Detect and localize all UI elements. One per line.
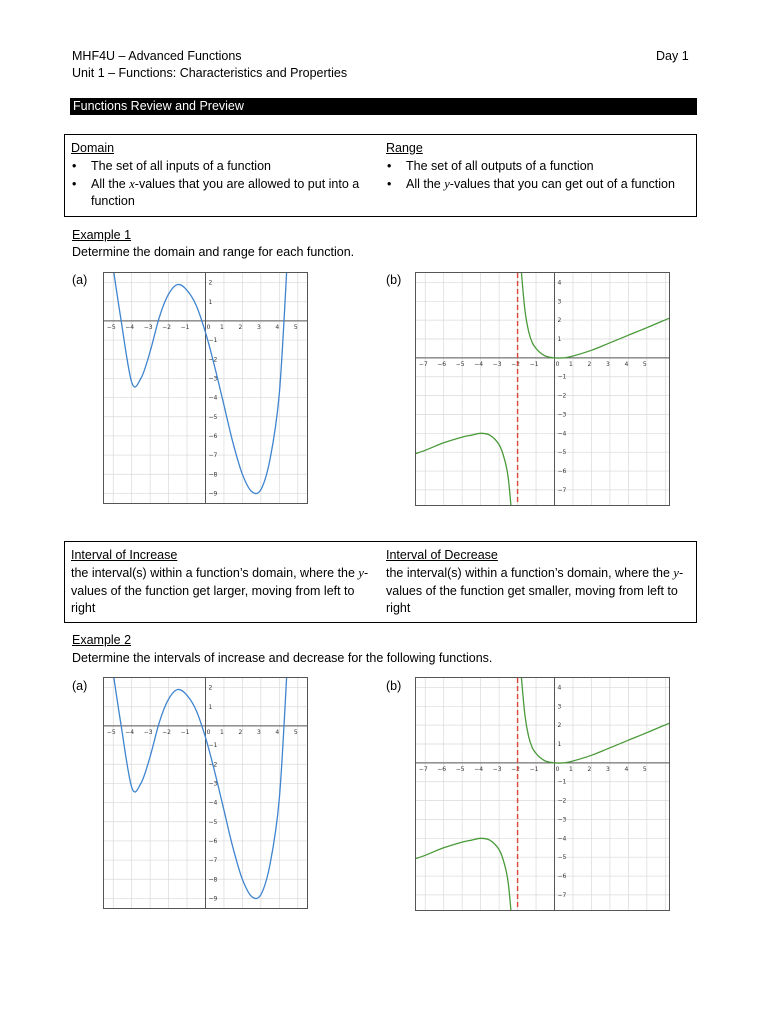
y-tick-label: −7 [557, 891, 567, 899]
function-curve [111, 273, 286, 494]
x-tick-label: −1 [180, 323, 190, 331]
x-tick-label: 2 [238, 728, 243, 736]
y-tick-label: 3 [557, 298, 562, 306]
x-tick-label: 5 [293, 728, 298, 736]
x-tick-label: 3 [256, 323, 261, 331]
section-title: Functions Review and Preview [73, 99, 244, 113]
example1-graph-a [103, 272, 308, 504]
function-curve-left-branch [416, 433, 512, 505]
y-tick-label: 2 [557, 722, 562, 730]
example2-graph-a [103, 677, 308, 909]
x-tick-label: 0 [206, 728, 211, 736]
increase-title: Interval of Increase [71, 548, 178, 562]
y-tick-label: −1 [557, 373, 567, 381]
domain-range-box [64, 134, 697, 217]
y-tick-label: −8 [208, 471, 218, 479]
x-tick-label: 5 [642, 765, 647, 773]
x-tick-label: 0 [206, 323, 211, 331]
y-tick-label: −2 [557, 392, 567, 400]
y-tick-label: 1 [557, 336, 562, 344]
x-tick-label: −3 [143, 323, 153, 331]
range-bullet: • All the y-values that you can get out of a function [386, 176, 696, 194]
range-title: Range [386, 141, 423, 155]
x-tick-label: −7 [418, 360, 428, 368]
x-tick-label: −2 [511, 765, 520, 773]
y-tick-label: 4 [557, 684, 562, 692]
decrease-title: Interval of Decrease [386, 548, 498, 562]
x-tick-label: 3 [256, 728, 261, 736]
example2-label-b: (b) [386, 679, 402, 693]
example2-label-a: (a) [72, 679, 88, 693]
x-tick-label: 0 [555, 360, 560, 368]
x-tick-label: −1 [529, 360, 539, 368]
function-curve-left-branch [416, 838, 512, 910]
y-tick-label: −2 [208, 356, 218, 364]
example2-instruction: Determine the intervals of increase and decrease for the following functions. [72, 651, 493, 665]
domain-title: Domain [71, 141, 115, 155]
y-tick-label: −5 [208, 818, 218, 826]
y-tick-label: −1 [208, 742, 218, 750]
domain-column [71, 140, 376, 211]
rational-chart [416, 678, 669, 910]
y-tick-label: −3 [208, 375, 218, 383]
x-tick-label: −4 [125, 728, 135, 736]
x-tick-label: 1 [569, 765, 573, 773]
y-tick-label: −3 [208, 780, 218, 788]
x-tick-label: 1 [220, 323, 224, 331]
y-tick-label: −4 [208, 799, 218, 807]
y-tick-label: −9 [208, 490, 218, 498]
example2-graph-b [415, 677, 670, 911]
unit-title: Unit 1 – Functions: Characteristics and Properties [72, 66, 348, 80]
range-column [386, 140, 696, 193]
y-tick-label: −2 [557, 797, 567, 805]
y-tick-label: −4 [208, 394, 218, 402]
x-tick-label: −3 [143, 728, 153, 736]
x-tick-label: −1 [180, 728, 190, 736]
y-tick-label: 1 [208, 703, 213, 711]
x-tick-label: −7 [418, 765, 428, 773]
y-tick-label: −5 [208, 413, 218, 421]
x-tick-label: 4 [624, 360, 629, 368]
example2-title: Example 2 [72, 633, 132, 647]
day-label: Day 1 [656, 49, 689, 63]
domain-bullet: • All the x-values that you are allowed to put into a function [71, 176, 376, 212]
y-tick-label: −1 [557, 778, 567, 786]
y-tick-label: −5 [557, 854, 567, 862]
section-title-bar [70, 98, 697, 115]
y-tick-label: 2 [208, 684, 213, 692]
x-tick-label: 1 [569, 360, 573, 368]
polynomial-chart [104, 678, 307, 908]
polynomial-chart [104, 273, 307, 503]
y-tick-label: −7 [557, 486, 567, 494]
decrease-column [386, 547, 692, 618]
y-tick-label: 2 [557, 317, 562, 325]
x-tick-label: −3 [492, 765, 502, 773]
x-tick-label: −5 [455, 765, 465, 773]
x-tick-label: −4 [474, 360, 484, 368]
y-tick-label: −1 [208, 337, 218, 345]
x-tick-label: −4 [474, 765, 484, 773]
x-tick-label: −6 [437, 765, 447, 773]
course-title: MHF4U – Advanced Functions [72, 49, 242, 63]
x-tick-label: 4 [275, 728, 280, 736]
increase-decrease-box [64, 541, 697, 623]
domain-bullet: • The set of all inputs of a function [71, 158, 376, 176]
x-tick-label: 5 [293, 323, 298, 331]
x-tick-label: −5 [106, 323, 116, 331]
y-tick-label: −2 [208, 761, 218, 769]
x-tick-label: 3 [605, 765, 610, 773]
x-tick-label: −1 [529, 765, 539, 773]
decrease-definition: the interval(s) within a function’s domain, where the y-values of the function get smaller, moving from left to right [386, 565, 684, 616]
y-tick-label: −5 [557, 449, 567, 457]
x-tick-label: −2 [162, 323, 172, 331]
x-tick-label: 0 [555, 765, 560, 773]
x-tick-label: −2 [511, 360, 520, 368]
y-tick-label: −6 [557, 873, 567, 881]
y-tick-label: −3 [557, 816, 567, 824]
x-tick-label: 2 [587, 360, 592, 368]
example1-title: Example 1 [72, 228, 132, 242]
y-tick-label: −6 [208, 837, 218, 845]
x-tick-label: −3 [492, 360, 502, 368]
x-tick-label: 1 [220, 728, 224, 736]
x-tick-label: −5 [455, 360, 465, 368]
y-tick-label: −8 [208, 876, 218, 884]
x-tick-label: 5 [642, 360, 647, 368]
increase-column [71, 547, 373, 618]
y-tick-label: 4 [557, 279, 562, 287]
range-bullet: • The set of all outputs of a function [386, 158, 696, 176]
y-tick-label: 1 [557, 741, 562, 749]
function-curve [111, 678, 286, 899]
y-tick-label: −6 [208, 432, 218, 440]
example1-label-b: (b) [386, 273, 402, 287]
y-tick-label: −4 [557, 430, 567, 438]
x-tick-label: −2 [162, 728, 172, 736]
y-tick-label: −9 [208, 895, 218, 903]
rational-chart [416, 273, 669, 505]
y-tick-label: −4 [557, 835, 567, 843]
x-tick-label: 4 [624, 765, 629, 773]
example1-label-a: (a) [72, 273, 88, 287]
x-tick-label: −5 [106, 728, 116, 736]
x-tick-label: 4 [275, 323, 280, 331]
x-tick-label: 2 [587, 765, 592, 773]
y-tick-label: −7 [208, 452, 218, 460]
increase-definition: the interval(s) within a function’s domain, where the y-values of the function get larger, moving from left to right [71, 565, 369, 616]
y-tick-label: 2 [208, 279, 213, 287]
example1-instruction: Determine the domain and range for each function. [72, 245, 355, 259]
y-tick-label: −3 [557, 411, 567, 419]
y-tick-label: −7 [208, 857, 218, 865]
x-tick-label: 2 [238, 323, 243, 331]
x-tick-label: −4 [125, 323, 135, 331]
x-tick-label: −6 [437, 360, 447, 368]
y-tick-label: 3 [557, 703, 562, 711]
x-tick-label: 3 [605, 360, 610, 368]
y-tick-label: 1 [208, 298, 213, 306]
y-tick-label: −6 [557, 468, 567, 476]
example1-graph-b [415, 272, 670, 506]
